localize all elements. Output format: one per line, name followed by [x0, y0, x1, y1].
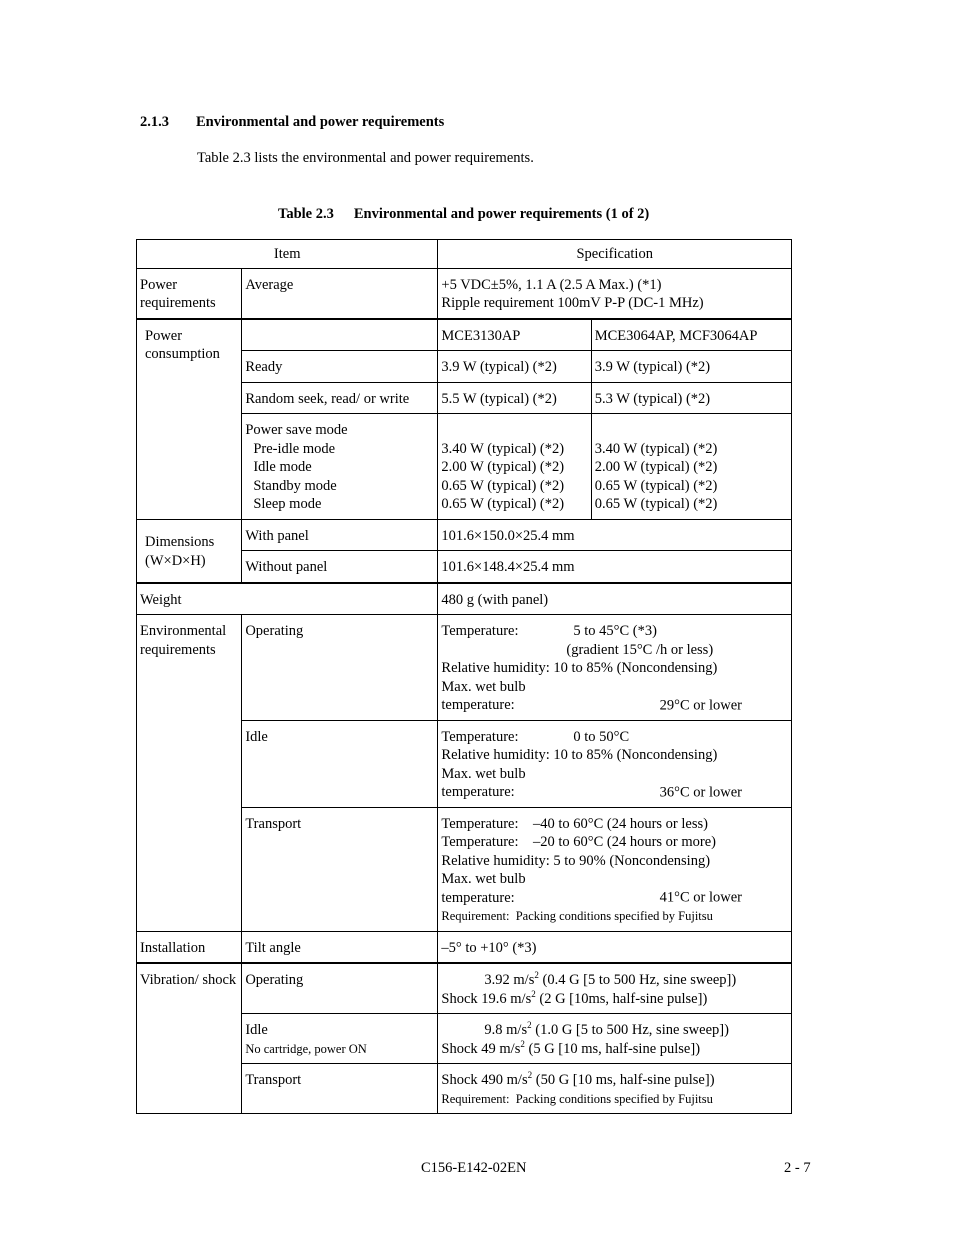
- caption-label: Table 2.3: [278, 206, 334, 222]
- env-op-rh: Relative humidity: 10 to 85% (Noncondensing): [441, 660, 718, 676]
- seek-label: Random seek, read/ or write: [242, 382, 438, 414]
- model-b: MCE3064AP, MCF3064AP: [591, 319, 791, 351]
- table-row: [137, 931, 792, 963]
- save-a: 0.65 W (typical) (*2): [441, 496, 565, 512]
- vib-tr-requirement: Requirement: Packing conditions specified by Fujitsu: [441, 1091, 713, 1106]
- env-op-temp-key: Temperature:: [441, 623, 519, 639]
- env-tr-temp1: Temperature: –40 to 60°C (24 hours or less): [441, 815, 708, 832]
- power-req-sub: Average: [242, 268, 438, 319]
- env-op-temp-val: 5 to 45°C (*3): [573, 623, 657, 639]
- env-operating-label: Operating: [242, 615, 438, 721]
- install-sub: Tilt angle: [242, 931, 438, 963]
- with-panel-value: 101.6×150.0×25.4 mm: [438, 519, 792, 551]
- vib-op-line1: 3.92 $m/s^2$ (0.4 G [5 to 500 Hz, sine sweep]): [484, 970, 737, 988]
- dimensions-label-text: Dimensions (W×D×H): [145, 534, 215, 569]
- vib-idle-sub: No cartridge, power ON: [245, 1041, 367, 1056]
- caption-title: Environmental and power requirements (1 of 2): [353, 206, 650, 222]
- env-op-wet-val: 29°C or lower: [659, 697, 742, 713]
- vib-label: Vibration/ shock: [137, 963, 242, 1114]
- save-b: 0.65 W (typical) (*2): [594, 477, 718, 494]
- weight-label: Weight: [137, 583, 438, 615]
- env-tr-rh: Relative humidity: 5 to 90% (Noncondensing): [441, 852, 711, 869]
- vib-operating-spec: [438, 963, 792, 1014]
- with-panel-label: With panel: [242, 519, 438, 551]
- save-a: 0.65 W (typical) (*2): [441, 477, 565, 494]
- env-tr-requirement: Requirement: Packing conditions specified by Fujitsu: [441, 909, 713, 923]
- ready-label: Ready: [242, 351, 438, 383]
- ready-a: 3.9 W (typical) (*2): [438, 351, 591, 383]
- save-b: 2.00 W (typical) (*2): [594, 459, 718, 475]
- save-a: 2.00 W (typical) (*2): [441, 459, 565, 475]
- install-label: Installation: [137, 931, 242, 963]
- section-title: Environmental and power requirements: [196, 114, 445, 130]
- table-row: [137, 583, 792, 615]
- env-op-gradient: (gradient 15°C /h or less): [566, 641, 714, 658]
- section-heading: [140, 114, 444, 131]
- env-idle-wet-key: Max. wet bulb temperature:: [441, 765, 526, 800]
- save-mode: Standby mode: [253, 477, 337, 494]
- vib-tr-line1: Shock 490 $m/s^2$ (50 G [10 ms, half-sine pulse]): [441, 1070, 715, 1088]
- vib-op-line2: Shock 19.6 $m/s^2$ (2 G [10ms, half-sine pulse]): [441, 988, 708, 1007]
- env-idle-temp-key: Temperature:: [441, 728, 519, 745]
- model-a: MCE3130AP: [438, 319, 591, 351]
- vib-idle-line1: 9.8 $m/s^2$ (1.0 G [5 to 500 Hz, sine sweep]): [484, 1020, 729, 1038]
- env-label: Environmental requirements: [137, 615, 242, 932]
- save-b: 3.40 W (typical) (*2): [594, 440, 718, 457]
- env-idle-temp-val: 0 to 50°C: [573, 728, 630, 745]
- power-cons-label: Power consumption: [137, 319, 242, 520]
- env-op-wet-key: Max. wet bulb temperature:: [441, 678, 526, 713]
- power-req-spec-line1: +5 VDC±5%, 1.1 A (2.5 A Max.) (*1): [441, 276, 662, 293]
- save-mode: Idle mode: [253, 459, 312, 475]
- table-row: [137, 319, 792, 351]
- vib-transport-spec: [438, 1064, 792, 1114]
- footer-doc-id: C156-E142-02EN: [421, 1160, 527, 1176]
- table-row: [137, 963, 792, 1014]
- power-req-label: Power requirements: [137, 268, 242, 319]
- header-item: Item: [137, 240, 438, 269]
- footer-page-number: 2 - 7: [784, 1160, 811, 1176]
- save-label: Power save mode: [245, 422, 348, 438]
- without-panel-value: 101.6×148.4×25.4 mm: [438, 551, 792, 583]
- save-mode: Pre-idle mode: [253, 440, 336, 457]
- table-header-row: [137, 240, 792, 269]
- vib-idle-label-cell: [242, 1014, 438, 1064]
- table-row: [137, 519, 792, 551]
- save-a-cell: [438, 414, 591, 520]
- dimensions-label: [137, 519, 242, 583]
- seek-a: 5.5 W (typical) (*2): [438, 382, 591, 414]
- env-tr-wet-val: 41°C or lower: [659, 889, 742, 906]
- env-idle-rh: Relative humidity: 10 to 85% (Noncondensing): [441, 747, 718, 763]
- ready-b: 3.9 W (typical) (*2): [591, 351, 791, 383]
- env-idle-spec: [438, 720, 792, 807]
- requirements-table: [136, 239, 792, 1114]
- section-number: 2.1.3: [140, 114, 169, 130]
- save-mode: Sleep mode: [253, 496, 322, 512]
- without-panel-label: Without panel: [242, 551, 438, 583]
- seek-b: 5.3 W (typical) (*2): [591, 382, 791, 414]
- power-req-spec: [438, 268, 792, 319]
- table-row: [137, 268, 792, 319]
- table-row: [137, 615, 792, 721]
- env-operating-spec: [438, 615, 792, 721]
- env-tr-temp2: Temperature: –20 to 60°C (24 hours or more): [441, 834, 716, 850]
- intro-text: Table 2.3 lists the environmental and power requirements.: [197, 150, 534, 166]
- power-cons-blank: [242, 319, 438, 351]
- vib-idle-spec: [438, 1014, 792, 1064]
- env-tr-wet-key: Max. wet bulb temperature:: [441, 871, 526, 906]
- install-value: –5° to +10° (*3): [438, 931, 792, 963]
- env-transport-spec: [438, 807, 792, 931]
- power-req-spec-line2: Ripple requirement 100mV P-P (DC-1 MHz): [441, 295, 704, 311]
- save-b: 0.65 W (typical) (*2): [594, 496, 718, 512]
- save-b-cell: [591, 414, 791, 520]
- table-caption: [278, 206, 649, 223]
- header-spec: Specification: [438, 240, 792, 269]
- vib-idle-label: Idle: [245, 1022, 268, 1038]
- vib-transport-label: Transport: [242, 1064, 438, 1114]
- save-a: 3.40 W (typical) (*2): [441, 440, 565, 457]
- env-transport-label: Transport: [242, 807, 438, 931]
- vib-operating-label: Operating: [242, 963, 438, 1014]
- vib-idle-line2: Shock 49 $m/s^2$ (5 G [10 ms, half-sine pulse]): [441, 1038, 701, 1057]
- save-label-cell: [242, 414, 438, 520]
- weight-value: 480 g (with panel): [438, 583, 792, 615]
- env-idle-wet-val: 36°C or lower: [659, 784, 742, 800]
- env-idle-label: Idle: [242, 720, 438, 807]
